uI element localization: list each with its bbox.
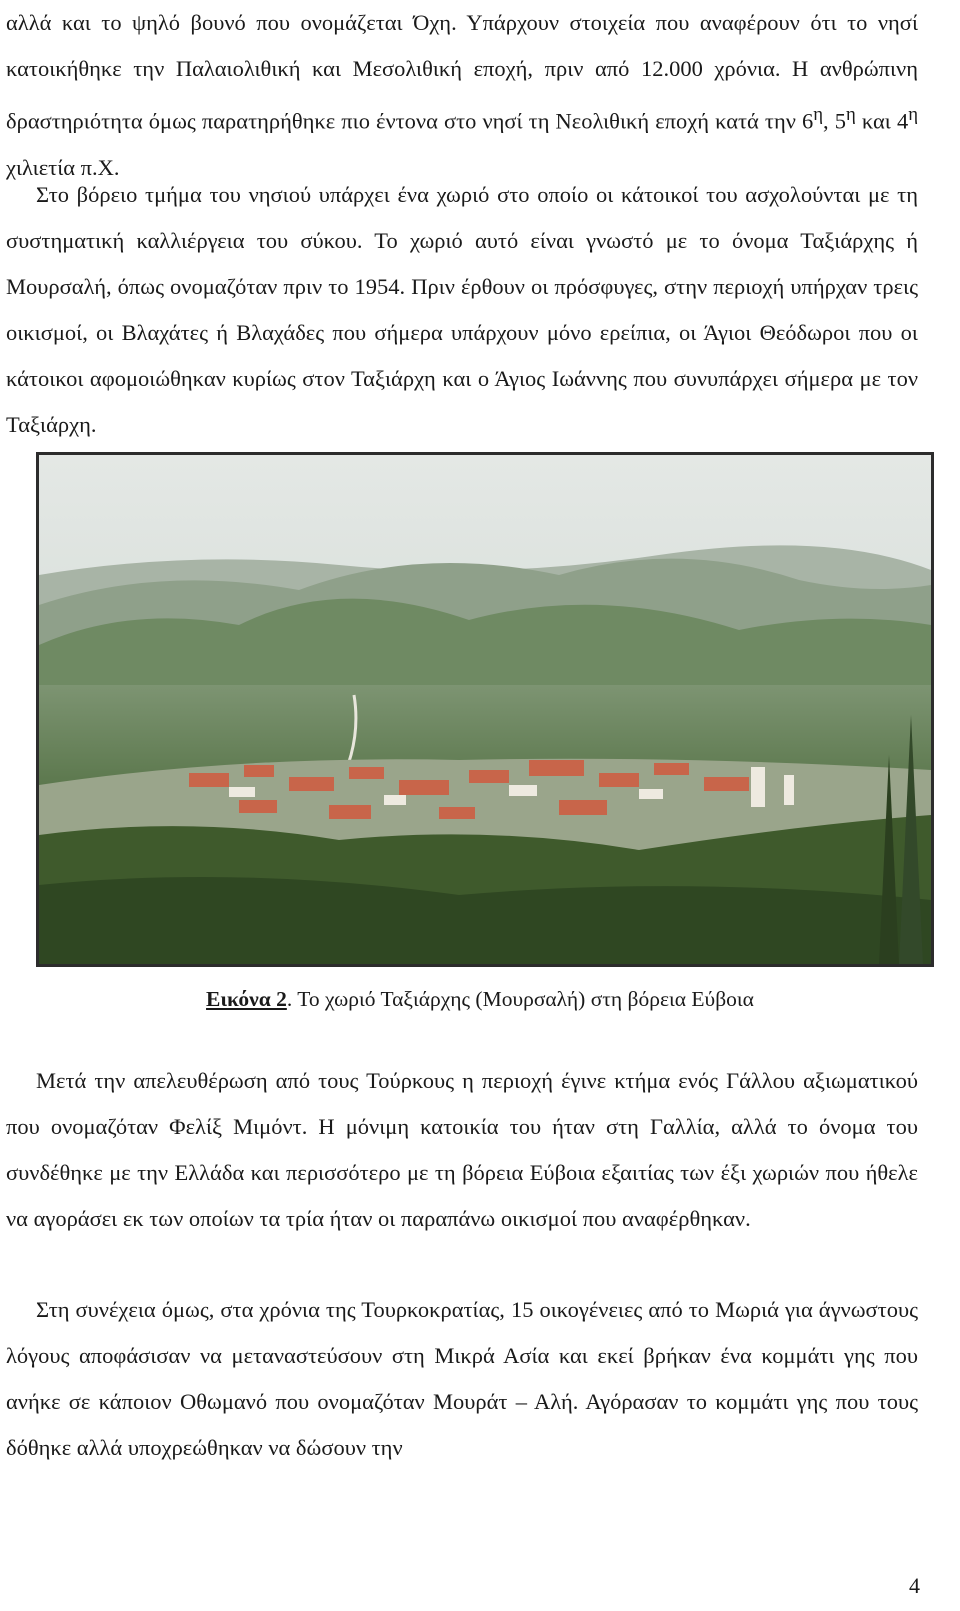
figure-caption-text: . Το χωριό Ταξιάρχης (Μουρσαλή) στη βόρεια Εύβοια bbox=[286, 987, 754, 1011]
paragraph-2: Στο βόρειο τμήμα του νησιού υπάρχει ένα χωριό στο οποίο οι κάτοικοί του ασχολούνται με τη συστηματική καλλιέργεια του σύκου. Το χωριό αυτό είναι γνωστό με το όνομα Ταξιάρχης ή Μουρσαλή, όπως ονομαζόταν πριν το 1954. Πριν έρθουν οι πρόσφυγες, στην περιοχή υπήρχαν τρεις οικισμοί, οι Βλαχάτες ή Βλαχάδες που σήμερα υπάρχουν μόνο ερείπια, οι Άγιοι Θεόδωροι που οι κάτοικοι αφομοιώθηκαν κυρίως στον Ταξιάρχη και ο Άγιος Ιωάννης που συνυπάρχει σήμερα με τον Ταξιάρχη. bbox=[6, 182, 918, 437]
page-number: 4 bbox=[909, 1573, 920, 1598]
paragraph-1: αλλά και το ψηλό βουνό που ονομάζεται Όχη. Υπάρχουν στοιχεία που αναφέρουν ότι το νησί κατοικήθηκε την Παλαιολιθική και Μεσολιθική εποχή, πριν από 12.000 χρόνια. Η ανθρώπινη δραστηριότητα όμως παρατηρήθηκε πιο έντονα στο νησί τη Νεολιθική εποχή κατά την $6^\eta$, $5^\eta$ και $4^\eta$ χιλιετία π.Χ. bbox=[6, 10, 918, 180]
paragraph-4: Στη συνέχεια όμως, στα χρόνια της Τουρκοκρατίας, 15 οικογένειες από το Μωριά για άγνωστους λόγους αποφάσισαν να μεταναστεύσουν στη Μικρά Ασία και εκεί βρήκαν ένα κομμάτι γης που ανήκε σε κάποιον Οθωμανό που ονομαζόταν Μουράτ – Αλή. Αγόρασαν το κομμάτι γης που τους δόθηκε αλλά υποχρεώθηκαν να δώσουν την bbox=[6, 1297, 918, 1460]
figure-caption bbox=[0, 976, 960, 1022]
paragraph-3: Μετά την απελευθέρωση από τους Τούρκους η περιοχή έγινε κτήμα ενός Γάλλου αξιωματικού που ονομαζόταν Φελίξ Μιμόντ. Η μόνιμη κατοικία του ήταν στη Γαλλία, αλλά το όνομα του συνδέθηκε με την Ελλάδα και περισσότερο με τη βόρεια Εύβοια εξαιτίας των έξι χωριών που ήθελε να αγοράσει εκ των οποίων τα τρία ήταν οι παραπάνω οικισμοί που αναφέρθηκαν. bbox=[6, 1068, 918, 1231]
figure-label: Εικόνα 2 bbox=[206, 987, 287, 1011]
landscape-illustration bbox=[39, 455, 931, 964]
village-photo bbox=[36, 452, 934, 967]
